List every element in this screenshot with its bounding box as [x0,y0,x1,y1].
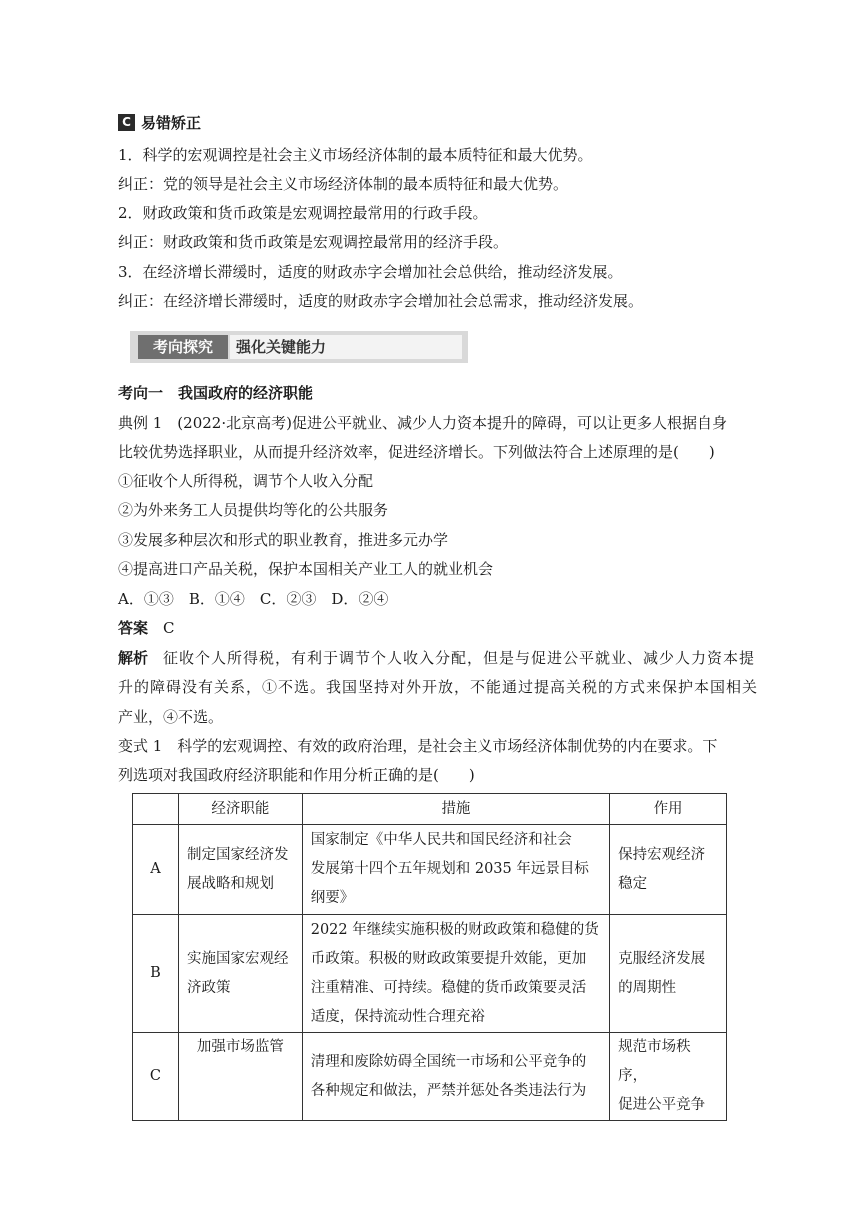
table-header-row [133,794,727,825]
section-title: 易错矫正 [141,114,202,132]
table-header-cell [133,794,179,825]
effect-cell: 规范市场秩序， 促进公平竞争 [610,1033,727,1121]
correction-statement-3: 3．在经济增长滞缓时，适度的财政赤字会增加社会总供给，推动经济发展。 [118,263,623,281]
function-cell: 实施国家宏观经 济政策 [178,915,302,1033]
measure-cell: 清理和废除妨碍全国统一市场和公平竞争的 各种规定和做法，严禁并惩处各类违法行为 [302,1033,609,1121]
example-item-3: ③发展多种层次和形式的职业教育，推进多元办学 [118,531,449,549]
answer-value: C [163,619,175,637]
answer-label: 答案 [118,619,149,637]
banner-subtitle: 强化关键能力 [230,335,462,359]
example-item-1: ①征收个人所得税，调节个人收入分配 [118,472,374,490]
error-correction-icon: C [118,114,135,131]
table-header-cell: 作用 [610,794,727,825]
correction-statement-2: 2．财政政策和货币政策是宏观调控最常用的行政手段。 [118,204,488,222]
row-label: C [133,1033,179,1121]
example-line-2: 比较优势选择职业，从而提升经济效率，促进经济增长。下列做法符合上述原理的是( ) [118,443,715,461]
analysis-text-1: 征收个人所得税，有利于调节个人收入分配，但是与促进公平就业、减少人力资本提 [163,649,756,667]
example-item-4: ④提高进口产品关税，保护本国相关产业工人的就业机会 [118,560,494,578]
table-row [133,915,727,1033]
table-row [133,825,727,915]
variant-line-2: 列选项对我国政府经济职能和作用分析正确的是( ) [118,766,475,784]
analysis-line-2: 升的障碍没有关系，①不选。我国坚持对外开放，不能通过提高关税的方式来保护本国相关 [118,678,759,696]
answer-line [118,618,175,638]
analysis-line-3: 产业，④不选。 [118,708,224,726]
options-table [132,793,727,1121]
section-banner [130,331,468,363]
measure-cell: 2022 年继续实施积极的财政政策和稳健的货 币政策。积极的财政政策要提升效能，更加 注重精准、可持续。稳健的货币政策要灵活 适度，保持流动性合理充裕 [302,915,609,1033]
row-label: A [133,825,179,915]
table-header-cell: 经济职能 [178,794,302,825]
analysis-line-1 [118,648,755,668]
correction-fix-1: 纠正：党的领导是社会主义市场经济体制的最本质特征和最大优势。 [118,175,569,193]
correction-statement-1: 1．科学的宏观调控是社会主义市场经济体制的最本质特征和最大优势。 [118,146,593,164]
effect-cell: 克服经济发展 的周期性 [610,915,727,1033]
correction-fix-3: 纠正：在经济增长滞缓时，适度的财政赤字会增加社会总需求，推动经济发展。 [118,292,644,310]
example-item-2: ②为外来务工人员提供均等化的公共服务 [118,501,389,519]
table-header-cell: 措施 [302,794,609,825]
function-cell: 加强市场监管 [178,1033,302,1121]
answer-options: A．①③ B．①④ C．②③ D．②④ [118,590,389,608]
table-row [133,1033,727,1121]
measure-cell: 国家制定《中华人民共和国民经济和社会 发展第十四个五年规划和 2035 年远景目标 纲要》 [302,825,609,915]
row-label: B [133,915,179,1033]
section-heading [118,112,201,133]
effect-cell: 保持宏观经济 稳定 [610,825,727,915]
topic-heading: 考向一 我国政府的经济职能 [118,384,314,402]
example-line-1: 典例 1 (2022·北京高考)促进公平就业、减少人力资本提升的障碍，可以让更多人根据自身 [118,414,727,432]
banner-title: 考向探究 [138,335,228,359]
function-cell: 制定国家经济发 展战略和规划 [178,825,302,915]
analysis-label: 解析 [118,649,149,667]
variant-line-1: 变式 1 科学的宏观调控、有效的政府治理，是社会主义市场经济体制优势的内在要求。下 [118,737,718,755]
correction-fix-2: 纠正：财政政策和货币政策是宏观调控最常用的经济手段。 [118,233,509,251]
